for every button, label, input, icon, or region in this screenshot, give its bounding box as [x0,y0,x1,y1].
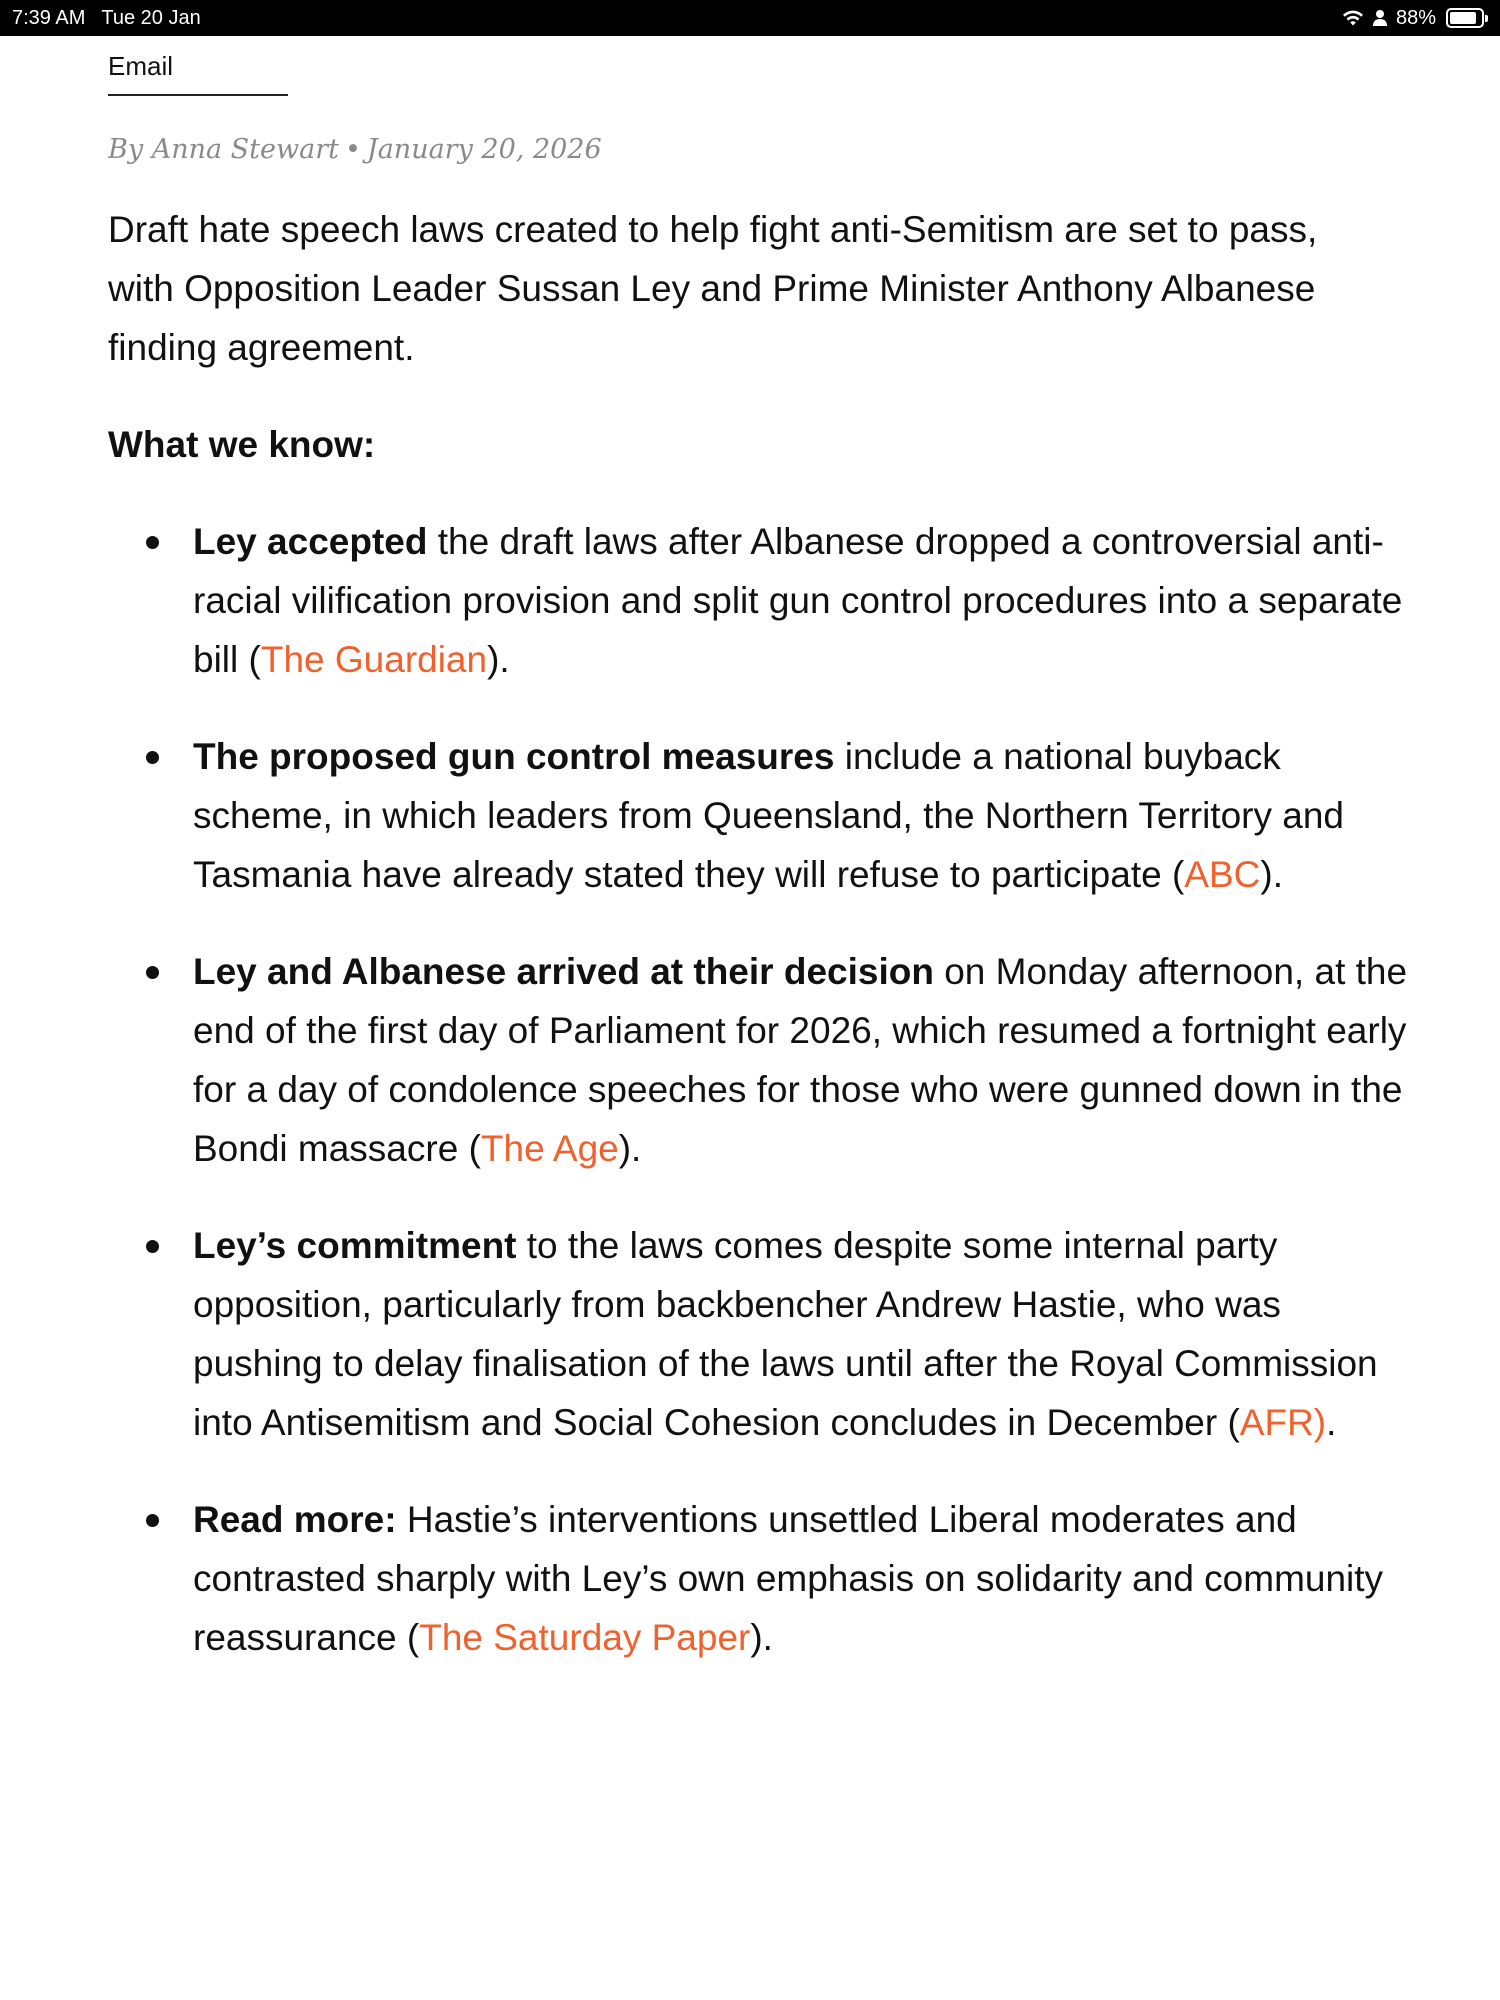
source-link-the-guardian[interactable]: The Guardian [260,639,488,680]
battery-fill [1450,12,1476,24]
source-link-the-age[interactable]: The Age [480,1128,619,1169]
status-time: 7:39 AM [12,7,86,29]
bullet-item [108,727,1408,904]
bullet-icon [146,536,159,549]
bullet-end: ). [750,1617,773,1658]
bullet-item [108,1216,1408,1452]
battery-percent: 88% [1395,7,1436,29]
bullet-text: the draft laws after Albanese dropped a controversial anti-racial vilification provision and split gun control procedures into a separate bill ( [193,521,1403,680]
bullet-list [108,512,1408,1667]
bullet-text: on Monday afternoon, at the end of the first day of Parliament for 2026, which resumed a fortnight early for a day of condolence speeches for those who were gunned down in the Bondi massacre ( [193,951,1408,1169]
wifi-icon [1342,9,1364,27]
byline-author: Anna Stewart [151,134,339,165]
status-bar [0,0,1500,36]
byline-separator: • [344,134,361,165]
byline-prefix: By [108,134,144,165]
bullet-text: to the laws comes despite some internal party opposition, particularly from backbencher Andrew Hastie, who was pushing to delay finalisation of the laws until after the Royal Commission into Antisemitism and Social Cohesion concludes in December ( [193,1225,1378,1443]
status-right [1342,0,1484,36]
bullet-item [108,512,1408,689]
bullet-end: ). [618,1128,642,1169]
byline [108,134,602,165]
bullet-icon [146,966,159,979]
person-icon [1372,9,1388,27]
bullet-end: ). [1260,854,1283,895]
bullet-icon [146,1514,159,1527]
bullet-icon [146,1240,159,1253]
source-link-afr[interactable]: AFR) [1239,1402,1327,1443]
battery-icon [1446,8,1484,28]
status-left [12,0,201,36]
bullet-bold: Ley and Albanese arrived at their decision [193,951,934,992]
battery-nub [1485,15,1488,22]
article-intro: Draft hate speech laws created to help fight anti-Semitism are set to pass, with Opposition Leader Sussan Ley and Prime Minister Anthony Albanese finding agreement. [108,209,1318,368]
bullet-bold: Ley’s commitment [193,1225,517,1266]
bullet-item [108,942,1408,1178]
bullet-end: ). [487,639,510,680]
bullet-bold: Ley accepted [193,521,428,562]
source-link-abc[interactable]: ABC [1184,854,1261,895]
email-tab[interactable]: Email [108,46,288,96]
article-body [108,200,1408,1705]
bullet-text: Hastie’s interventions unsettled Liberal moderates and contrasted sharply with Ley’s own emphasis on solidarity and community reassurance ( [193,1499,1384,1658]
source-link-the-saturday-paper[interactable]: The Saturday Paper [419,1617,751,1658]
status-date: Tue 20 Jan [101,7,201,29]
bullet-icon [146,751,159,764]
section-heading: What we know: [108,424,376,465]
bullet-bold: Read more: [193,1499,397,1540]
bullet-bold: The proposed gun control measures [193,736,835,777]
bullet-item [108,1490,1408,1667]
byline-date: January 20, 2026 [366,134,602,165]
bullet-end: . [1326,1402,1337,1443]
bullet-text: include a national buyback scheme, in which leaders from Queensland, the Northern Territory and Tasmania have already stated they will refuse to participate ( [193,736,1344,895]
